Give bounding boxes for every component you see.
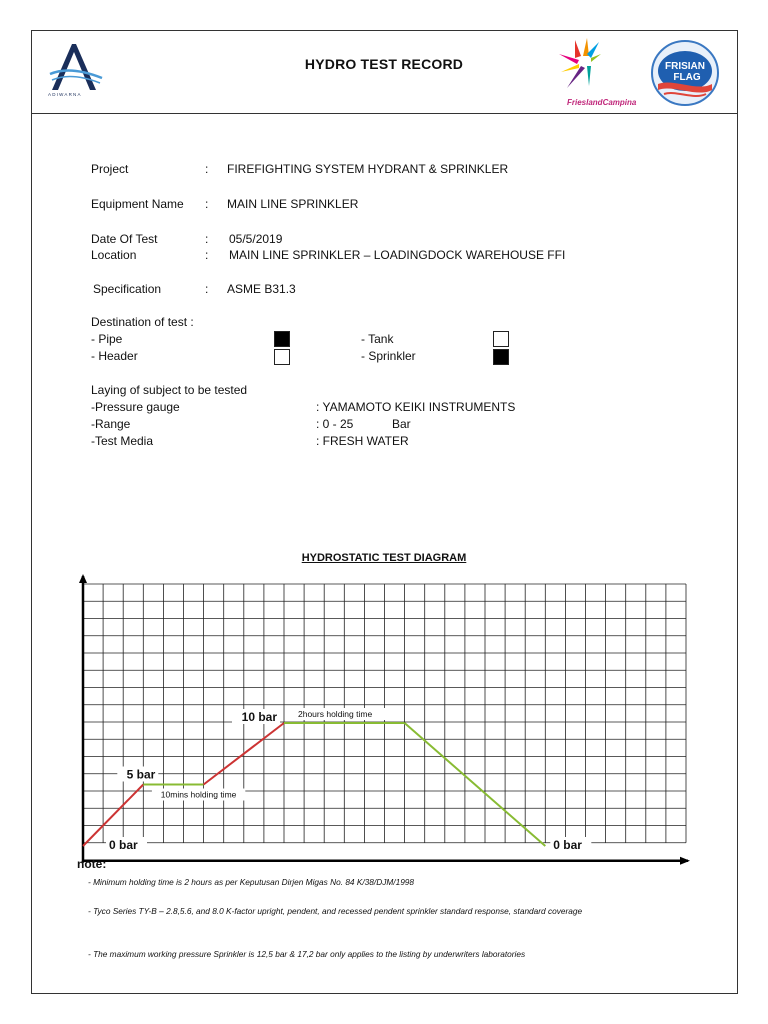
equipment-colon: : <box>205 197 209 211</box>
chart-annotation-2: 5 bar <box>126 767 156 782</box>
header-divider <box>31 113 738 114</box>
destination-title: Destination of test : <box>91 315 194 329</box>
gauge-value: : YAMAMOTO KEIKI INSTRUMENTS <box>316 400 516 414</box>
frisian-flag-logo <box>650 38 720 108</box>
chart-segment-5 <box>405 723 546 846</box>
hydrostatic-test-chart <box>70 574 694 866</box>
location-colon: : <box>205 248 209 262</box>
equipment-value: MAIN LINE SPRINKLER <box>227 197 359 211</box>
document-title: HYDRO TEST RECORD <box>304 56 464 72</box>
frisian-flag-oval-icon <box>650 38 720 108</box>
pipe-checkbox[interactable] <box>274 331 290 347</box>
range-unit: Bar <box>392 417 411 431</box>
date-value: 05/5/2019 <box>229 232 283 246</box>
chart-annotation-1: 0 bar <box>109 838 138 852</box>
note-item-3: - The maximum working pressure Sprinkler is 12,5 bar & 17,2 bar only applies to the listing by underwriters laboratories <box>88 949 526 959</box>
spec-colon: : <box>205 282 209 296</box>
range-label: -Range <box>91 417 131 431</box>
laying-title: Laying of subject to be tested <box>91 383 248 397</box>
project-colon: : <box>205 162 209 176</box>
chart-labels <box>106 708 591 852</box>
chart-lines <box>83 723 545 846</box>
spec-value: ASME B31.3 <box>227 282 296 296</box>
date-label: Date Of Test <box>91 232 158 246</box>
range-value: : 0 - 25 <box>316 417 354 431</box>
x-axis-arrow <box>680 857 690 865</box>
tank-checkbox[interactable] <box>493 331 509 347</box>
diagram-title: HYDROSTATIC TEST DIAGRAM <box>301 552 467 564</box>
project-value: FIREFIGHTING SYSTEM HYDRANT & SPRINKLER <box>227 162 509 176</box>
equipment-label: Equipment Name <box>91 197 184 211</box>
frieslandcampina-flower-icon <box>545 36 645 98</box>
note-title: note: <box>77 857 107 871</box>
y-axis-arrow <box>79 574 87 583</box>
destination-header-label: - Header <box>91 349 138 363</box>
gauge-label: -Pressure gauge <box>91 400 180 414</box>
chart-annotation-5: 2hours holding time <box>298 709 373 719</box>
note-item-2: - Tyco Series TY-B – 2.8,5.6, and 8.0 K-factor upright, pendent, and recessed pendent sprinkler standard response, standard coverage <box>88 906 583 916</box>
frieslandcampina-logo <box>545 36 645 108</box>
header-checkbox[interactable] <box>274 349 290 365</box>
media-label: -Test Media <box>91 434 154 448</box>
project-label: Project <box>91 162 129 176</box>
frisian-flag-text-1: FRISIAN <box>665 61 705 72</box>
chart-annotation-4: 10 bar <box>241 710 277 724</box>
spec-label: Specification <box>93 282 162 296</box>
destination-sprinkler-label: - Sprinkler <box>361 349 416 363</box>
destination-pipe-label: - Pipe <box>91 332 123 346</box>
frisian-flag-text-2: FLAG <box>673 72 701 83</box>
date-colon: : <box>205 232 209 246</box>
chart-annotation-6: 0 bar <box>553 838 582 852</box>
destination-tank-label: - Tank <box>361 332 394 346</box>
location-value: MAIN LINE SPRINKLER – LOADINGDOCK WAREHOUSE FFI <box>229 248 566 262</box>
chart-segment-1 <box>83 785 143 847</box>
frieslandcampina-logo-text: FrieslandCampina <box>567 98 637 107</box>
chart-annotation-3: 10mins holding time <box>160 789 237 800</box>
media-value: : FRESH WATER <box>316 434 409 448</box>
adiwarna-logo-text: ADIWARNA <box>48 92 82 97</box>
note-item-1: - Minimum holding time is 2 hours as per Keputusan Dirjen Migas No. 84 K/38/DJM/1998 <box>88 877 415 887</box>
sprinkler-checkbox[interactable] <box>493 349 509 365</box>
location-label: Location <box>91 248 137 262</box>
